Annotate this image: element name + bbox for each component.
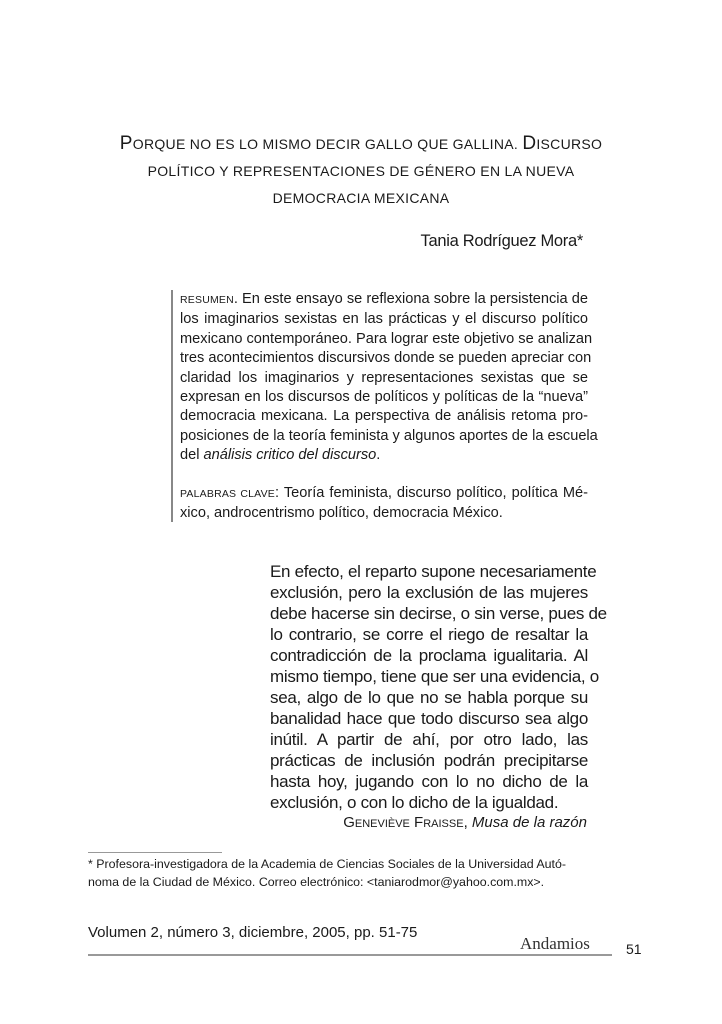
abstract-line: los imaginarios sexistas en las prácticas y el discurso político — [180, 311, 588, 328]
epigraph-line: banalidad hace que todo discurso sea algo — [270, 709, 588, 728]
keywords-text: : Teoría feminista, discurso político, política Mé- — [275, 485, 588, 501]
footnote — [88, 855, 566, 891]
volume-info: Volumen 2, número 3, diciembre, 2005, pp. 51-75 — [88, 924, 418, 941]
article-title-line-1 — [0, 133, 722, 155]
epigraph-line: debe hacerse sin decirse, o sin verse, pues de — [270, 604, 607, 623]
keywords-line: xico, androcentrismo político, democracia México. — [180, 505, 503, 522]
abstract-label: RESUMEN — [180, 294, 234, 306]
title-initial: P — [119, 133, 133, 154]
abstract-line: expresan en los discursos de políticos y políticas de la “nueva” — [180, 389, 588, 406]
footnote-line: * Profesora-investigadora de la Academia de Ciencias Sociales de la Universidad Autó- — [88, 857, 566, 871]
epigraph-line: contradicción de la proclama igualitaria. Al — [270, 646, 588, 665]
abstract-line: tres acontecimientos discursivos donde se pueden apreciar con — [180, 350, 592, 367]
attribution-work: Musa de la razón — [471, 814, 587, 831]
epigraph-line: lo contrario, se corre el riego de resaltar la — [270, 625, 588, 644]
title-initial: D — [522, 133, 537, 154]
epigraph — [270, 561, 607, 813]
attribution-author: Geneviève Fraisse — [343, 814, 464, 831]
epigraph-line: En efecto, el reparto supone necesariamente — [270, 562, 597, 581]
abstract-text: . En este ensayo se reflexiona sobre la persistencia de — [233, 291, 588, 307]
epigraph-line: exclusión, pero la exclusión de las mujeres — [270, 583, 588, 602]
abstract-line: mexicano contemporáneo. Para lograr este objetivo se analizan — [180, 330, 593, 347]
keywords-line — [180, 484, 588, 504]
article-title-line-3: DEMOCRACIA MEXICANA — [272, 190, 450, 206]
abstract-line: claridad los imaginarios y representaciones sexistas que se — [180, 369, 588, 386]
abstract-text: del — [180, 447, 204, 464]
abstract-text: . — [376, 447, 381, 464]
epigraph-line: hasta hoy, jugando con lo no dicho de la — [270, 772, 588, 791]
author-name: Tania Rodríguez Mora* — [420, 232, 583, 250]
keywords — [180, 484, 588, 524]
keywords-label: PALABRAS CLAVE — [180, 488, 276, 500]
epigraph-line: inútil. A partir de ahí, por otro lado, las — [270, 730, 588, 749]
epigraph-line: mismo tiempo, tiene que ser una evidencia, o — [270, 667, 599, 686]
abstract-italic: análisis critico del discurso — [203, 447, 377, 464]
epigraph-attribution — [343, 814, 587, 831]
page-number: 51 — [626, 941, 642, 957]
attribution-separator: , — [463, 814, 472, 831]
footnote-rule — [88, 852, 222, 853]
title-text: ISCURSO — [536, 136, 603, 152]
abstract-side-rule — [171, 290, 173, 522]
epigraph-line: sea, algo de lo que no se habla porque su — [270, 688, 588, 707]
abstract — [180, 290, 598, 466]
abstract-line: posiciones de la teoría feminista y algunos aportes de la escuela — [180, 427, 598, 444]
article-title-line-2: POLÍTICO Y REPRESENTACIONES DE GÉNERO EN LA NUEVA — [147, 163, 575, 179]
footer-rule — [88, 954, 612, 956]
journal-name: Andamios — [520, 934, 590, 953]
abstract-line: democracia mexicana. La perspectiva de análisis retoma pro- — [180, 408, 588, 425]
epigraph-line: prácticas de inclusión podrán precipitarse — [270, 751, 588, 770]
title-text: ORQUE NO ES LO MISMO DECIR GALLO QUE GALLINA. — [132, 136, 523, 152]
footnote-line: noma de la Ciudad de México. Correo electrónico: <taniarodmor@yahoo.com.mx>. — [88, 875, 545, 889]
epigraph-line: exclusión, o con lo dicho de la igualdad. — [270, 793, 559, 812]
abstract-line — [180, 446, 588, 465]
abstract-line — [180, 290, 588, 310]
